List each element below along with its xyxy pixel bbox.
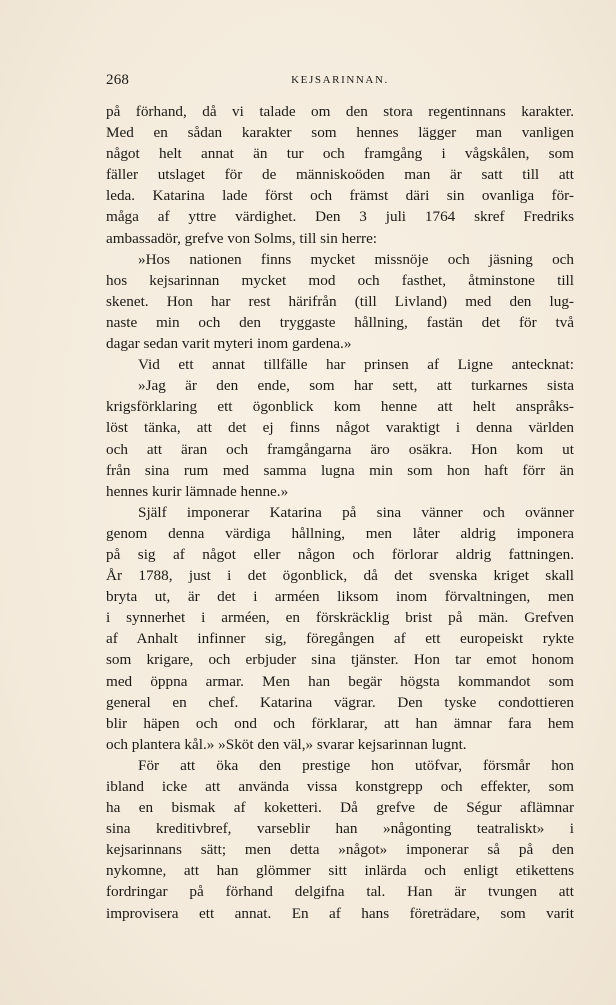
text-line: dagar sedan varit myteri inom gardena.»: [106, 335, 352, 353]
text-line: skenet. Hon har rest härifrån (till Livland) med den lug-: [106, 292, 574, 310]
text-line: måga af yttre värdighet. Den 3 juli 1764 skref Fredriks: [106, 208, 574, 226]
text-line: löst tänka, att det ej finns något varaktigt i denna världen: [106, 419, 574, 437]
text-line: ibland icke att använda vissa konstgrepp och effekter, som: [106, 778, 574, 795]
text-line: i synnerhet i arméen, en förskräcklig brist på män. Grefven: [106, 609, 574, 627]
text-line: något helt annat än tur och framgång i vågskålen, som: [106, 145, 574, 163]
text-line: på förhand, då vi talade om den stora regentinnans karakter.: [106, 103, 574, 120]
text-line: genom denna värdiga hållning, men låter aldrig imponera: [106, 524, 574, 542]
page-number: 268: [106, 72, 130, 88]
text-line: hennes kurir lämnade henne.»: [106, 482, 289, 500]
text-line: »Hos nationen finns mycket missnöje och jäsning och: [138, 250, 574, 268]
text-line: som krigare, och erbjuder sina tjänster. Hon tar emot honom: [106, 651, 574, 669]
text-line: af Anhalt infinner sig, föregången af ett europeiskt rykte: [106, 630, 574, 648]
text-line: fäller utslaget för de människoöden man är satt till att: [106, 166, 574, 184]
text-line: från sina rum med samma lugna min som hon haft förr än: [106, 461, 574, 479]
text-line: Vid ett annat tillfälle har prinsen af Ligne antecknat:: [138, 356, 574, 374]
text-line: general en chef. Katarina vägrar. Den tyske condottieren: [106, 693, 574, 711]
text-line: krigsförklaring ett ögonblick kom henne att helt anspråks-: [106, 398, 574, 416]
text-line: Själf imponerar Katarina på sina vänner och ovänner: [138, 503, 574, 521]
text-line: Med en sådan karakter som hennes lägger man vanligen: [106, 124, 574, 142]
text-line: blir häpen och ond och förklarar, att han ämnar fara hem: [106, 714, 574, 732]
running-head: KEJSARINNAN.: [291, 74, 389, 86]
text-line: med öppna armar. Men han begär högsta kommandot som: [106, 672, 574, 690]
page-header: [106, 72, 574, 94]
text-line: »Jag är den ende, som har sett, att turkarnes sista: [138, 377, 574, 395]
text-line: För att öka den prestige hon utöfvar, försmår hon: [138, 756, 574, 774]
text-line: sina kreditivbref, varseblir han »någonting teatraliskt» i: [106, 820, 574, 838]
text-line: nykomne, att han glömmer sitt inlärda och enligt etikettens: [106, 862, 574, 880]
text-line: improvisera ett annat. En af hans företrädare, som varit: [106, 904, 574, 922]
text-line: naste min och den tryggaste hållning, fastän det för två: [106, 313, 574, 331]
text-line: och plantera kål.» »Sköt den väl,» svarar kejsarinnan lugnt.: [106, 735, 467, 753]
text-line: fordringar på förhand delgifna tal. Han är tvungen att: [106, 883, 574, 901]
text-line: kejsarinnans sätt; men detta »något» imponerar så på den: [106, 841, 574, 859]
text-line: År 1788, just i det ögonblick, då det svenska kriget skall: [106, 567, 574, 585]
text-line: leda. Katarina lade först och främst däri sin ovanliga för-: [106, 187, 574, 205]
text-line: hos kejsarinnan mycket mod och fasthet, åtminstone till: [106, 271, 574, 289]
body-text: [106, 101, 574, 924]
text-line: bryta ut, är det i arméen liksom inom förvaltningen, men: [106, 588, 574, 606]
text-line: och att äran och framgångarna äro osäkra. Hon kom ut: [106, 440, 574, 458]
text-line: på sig af något eller någon och förlorar aldrig fattningen.: [106, 545, 574, 563]
text-line: ambassadör, grefve von Solms, till sin herre:: [106, 229, 378, 247]
text-line: ha en bismak af koketteri. Då grefve de Ségur aflämnar: [106, 799, 574, 817]
